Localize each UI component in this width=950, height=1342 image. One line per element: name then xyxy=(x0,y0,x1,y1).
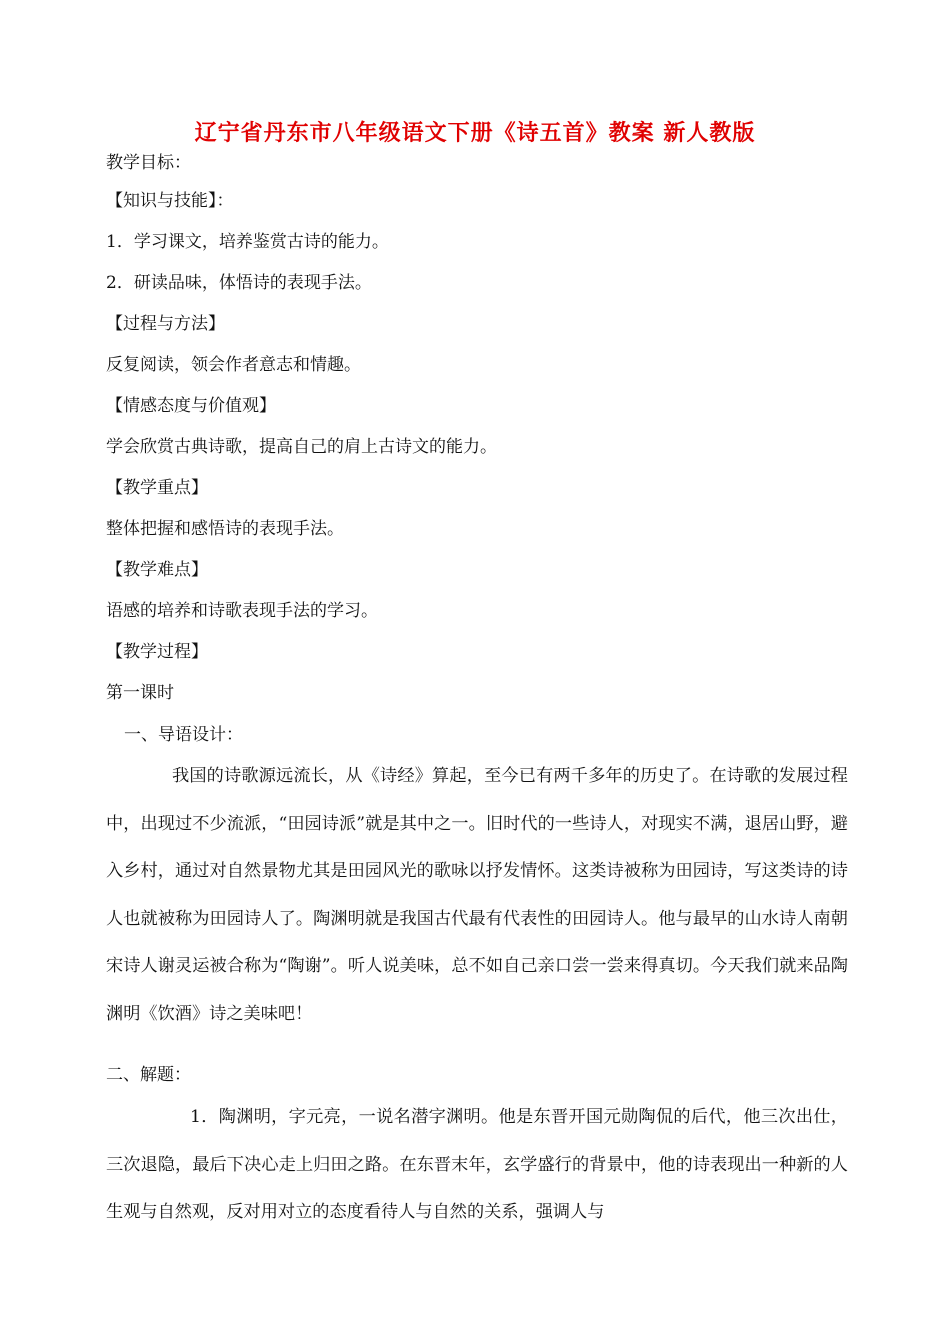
section-heading: 【教学难点】 xyxy=(106,560,208,580)
text-line: 2．研读品味，体悟诗的表现手法。 xyxy=(106,273,372,293)
intro-paragraph: 我国的诗歌源远流长，从《诗经》算起，至今已有两千多年的历史了。在诗歌的发展过程中，出现过不少流派，“田园诗派”就是其中之一。旧时代的一些诗人，对现实不满，退居山野，避入乡村，通过对自然景物尤其是田园风光的歌咏以抒发情怀。这类诗被称为田园诗，写这类诗的诗人也就被称为田园诗人了。陶渊明就是我国古代最有代表性的田园诗人。他与最早的山水诗人南朝宋诗人谢灵运被合称为“陶谢”。听人说美味，总不如自己亲口尝一尝来得真切。今天我们就来品陶渊明《饮酒》诗之美味吧！ xyxy=(106,766,848,1024)
text-line: 第一课时 xyxy=(106,683,174,703)
text-line: 学会欣赏古典诗歌，提高自己的肩上古诗文的能力。 xyxy=(106,437,497,457)
section-heading: 【情感态度与价值观】 xyxy=(106,396,276,416)
section-heading: 【教学重点】 xyxy=(106,478,208,498)
subsection-heading: 一、导语设计： xyxy=(124,725,243,745)
subsection-heading: 二、解题： xyxy=(106,1065,191,1085)
author-paragraph: 1．陶渊明，字元亮，一说名潜字渊明。他是东晋开国元勋陶侃的后代，他三次出仕，三次退隐，最后下决心走上归田之路。在东晋末年，玄学盛行的背景中，他的诗表现出一种新的人生观与自然观，反对用对立的态度看待人与自然的关系，强调人与 xyxy=(106,1107,848,1223)
section-heading: 【知识与技能】： xyxy=(106,191,234,211)
section-heading: 【教学过程】 xyxy=(106,642,208,662)
section-heading: 【过程与方法】 xyxy=(106,314,225,334)
text-line: 教学目标： xyxy=(106,153,191,173)
text-line: 反复阅读，领会作者意志和情趣。 xyxy=(106,355,361,375)
text-line: 整体把握和感悟诗的表现手法。 xyxy=(106,519,344,539)
text-line: 语感的培养和诗歌表现手法的学习。 xyxy=(106,601,378,621)
document-title: 辽宁省丹东市八年级语文下册《诗五首》教案 新人教版 xyxy=(194,121,756,146)
text-line: 1．学习课文，培养鉴赏古诗的能力。 xyxy=(106,232,389,252)
